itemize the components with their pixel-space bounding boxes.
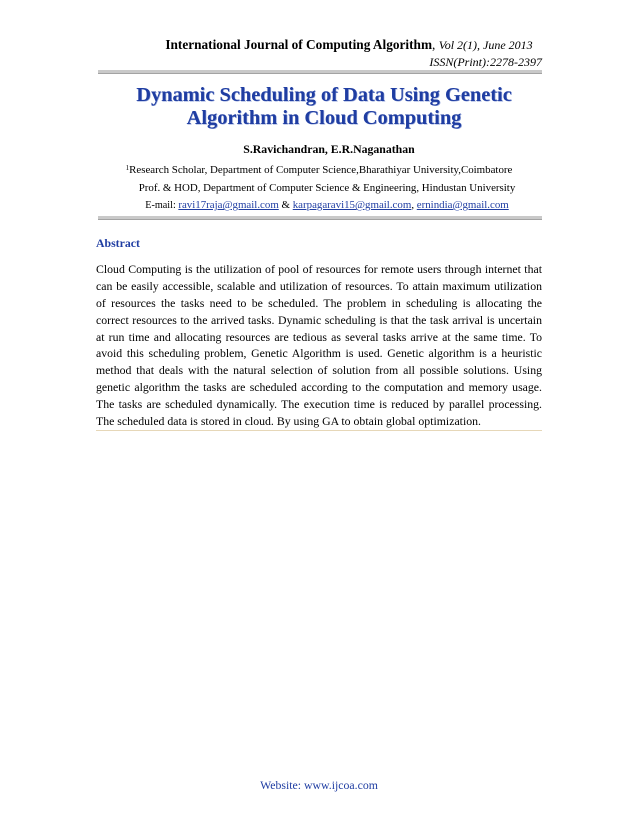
title-block-rule (98, 216, 542, 220)
journal-issn: ISSN(Print):2278-2397 (429, 55, 542, 69)
abstract-body (96, 261, 542, 430)
abstract-line: at run time and allocating resources are tedious as several tasks arrive at the same time. To (96, 329, 542, 344)
email-label: E-mail: (145, 200, 179, 211)
abstract-line: The scheduled data is stored in cloud. By using GA to obtain global optimization. (96, 414, 481, 429)
abstract-heading: Abstract (96, 236, 140, 250)
abstract-line: The tasks are scheduled dynamically. The execution time is reduced by parallel processing. (96, 397, 542, 412)
header-rule (98, 70, 542, 74)
journal-name: International Journal of Computing Algorithm (165, 37, 433, 52)
abstract-line: avoid this scheduling problem, Genetic Algorithm is used. Genetic algorithm is a heuristic (96, 346, 542, 361)
abstract-line: genetic algorithm the tasks are scheduled according to the computation and memory usage. (96, 380, 542, 395)
header-separator: , (432, 37, 439, 52)
email-link-3[interactable]: ernindia@gmail.com (416, 199, 509, 211)
paper-title-line-2: Algorithm in Cloud Computing (186, 106, 462, 129)
email-comma: , (411, 199, 417, 211)
abstract-line: can be easily accessible, scalable and utilization of resources. To attain maximum utilization (96, 278, 542, 293)
affiliation-2: Prof. & HOD, Department of Computer Science & Engineering, Hindustan University (138, 182, 516, 194)
abstract-line: of resources the tasks need to be scheduled. The problem in scheduling is allocating the (96, 295, 542, 310)
abstract-line: Cloud Computing is the utilization of pool of resources for remote users through internet that (96, 262, 542, 276)
author-emails (0, 198, 638, 213)
email-link-2[interactable]: karpagaravi15@gmail.com (292, 199, 412, 211)
footer-website[interactable]: Website: www.ijcoa.com (260, 778, 378, 792)
abstract-line: method that deals with the natural selection of solution from all possible solutions. Using (96, 363, 542, 378)
affiliation-1-text: Research Scholar, Department of Computer Science,Bharathiyar University,Coimbatore (129, 164, 513, 176)
journal-volume: Vol 2(1), June 2013 (438, 38, 533, 52)
paper-title (60, 84, 588, 130)
affiliation-1 (0, 163, 638, 178)
abstract-line: correct resources to the arrived tasks. Dynamic scheduling is that the task arrival is uncertain (96, 312, 542, 327)
paper-title-line-1: Dynamic Scheduling of Data Using Genetic (136, 84, 512, 106)
email-link-1[interactable]: ravi17raja@gmail.com (178, 199, 279, 211)
email-amp: & (278, 199, 293, 211)
journal-header (0, 36, 638, 54)
abstract-rule (96, 430, 542, 431)
affiliation-superscript: 1 (125, 164, 130, 172)
paper-authors: S.Ravichandran, E.R.Naganathan (243, 142, 415, 156)
